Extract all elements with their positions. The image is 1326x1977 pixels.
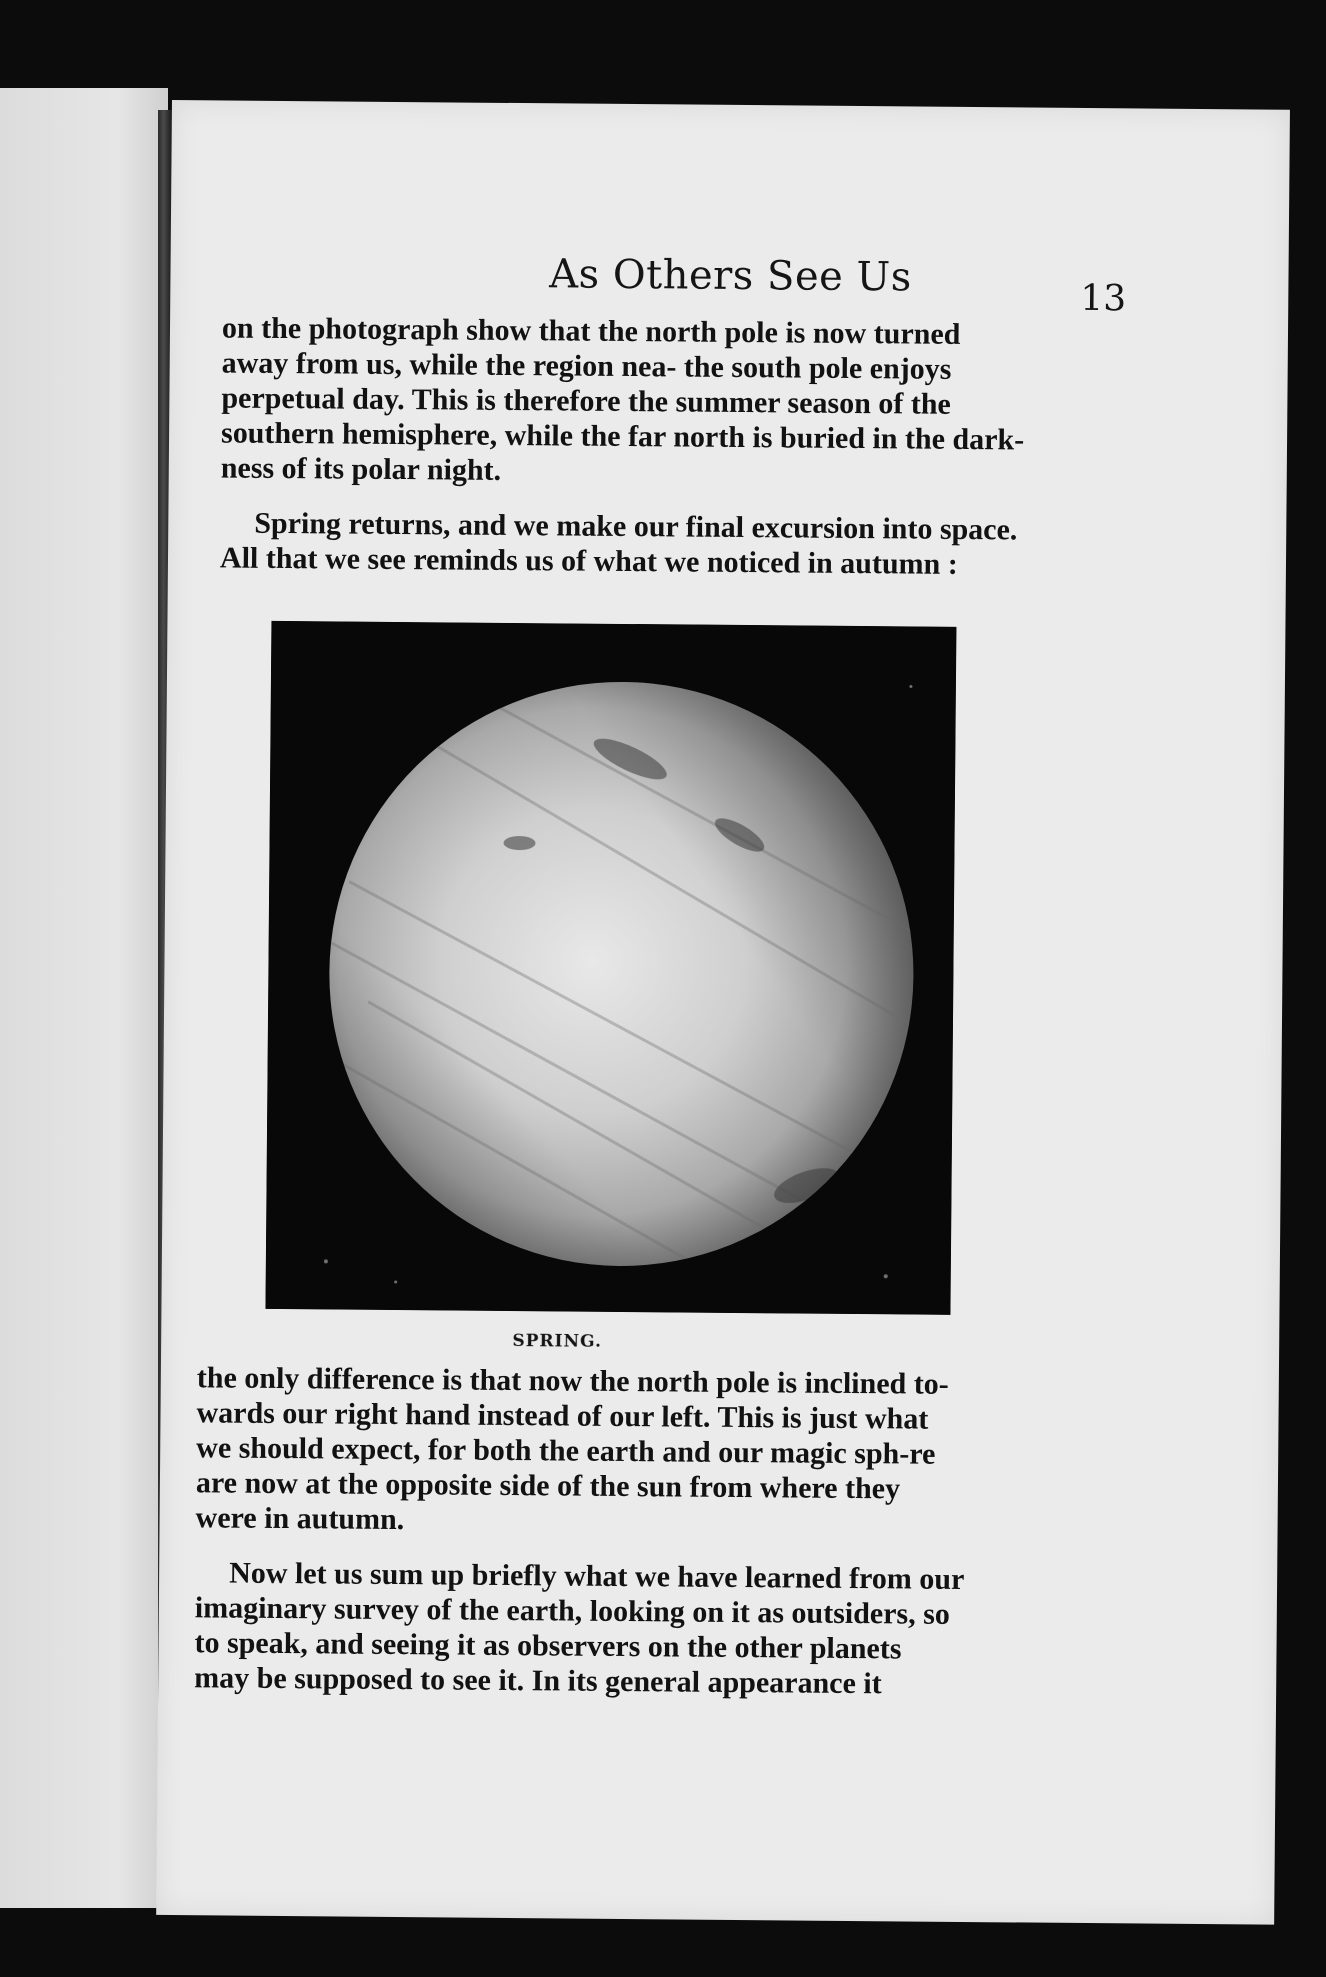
text-line: away from us, while the region nea- the south pole enjoys xyxy=(221,346,952,386)
spring-earth-photograph xyxy=(265,621,956,1315)
figure-caption: SPRING. xyxy=(512,1331,603,1352)
right-page xyxy=(156,100,1290,1925)
paragraph-3 xyxy=(195,1360,949,1541)
text-line: were in autumn. xyxy=(195,1501,405,1537)
text-line: on the photograph show that the north pole is now turned xyxy=(221,311,961,351)
paragraph-1 xyxy=(220,310,1025,491)
running-head: As Others See Us xyxy=(549,251,912,301)
text-line: ness of its polar night. xyxy=(220,451,502,487)
paragraph-4 xyxy=(194,1555,965,1701)
text-line: southern hemisphere, while the far north is buried in the dark- xyxy=(220,416,1025,457)
text-line: Now let us sum up briefly what we have learned from our xyxy=(229,1556,965,1596)
text-line: may be supposed to see it. In its general appearance it xyxy=(194,1661,882,1701)
text-line: perpetual day. This is therefore the summer season of the xyxy=(221,381,951,421)
earth-globe-image xyxy=(265,621,956,1315)
text-line: All that we see reminds us of what we noticed in autumn : xyxy=(219,541,958,581)
text-line: wards our right hand instead of our left. This is just what xyxy=(196,1396,929,1436)
page-number: 13 xyxy=(1080,277,1127,320)
left-page-edge xyxy=(0,88,168,1908)
text-line: we should expect, for both the earth and our magic sph-re xyxy=(196,1431,936,1471)
paragraph-2 xyxy=(219,505,1018,581)
text-line: Spring returns, and we make our final excursion into space. xyxy=(254,506,1018,547)
text-line: imaginary survey of the earth, looking on it as outsiders, so xyxy=(194,1591,950,1631)
text-line: to speak, and seeing it as observers on the other planets xyxy=(194,1626,902,1666)
text-line: the only difference is that now the north pole is inclined to- xyxy=(196,1361,949,1401)
text-line: are now at the opposite side of the sun from where they xyxy=(195,1466,901,1506)
